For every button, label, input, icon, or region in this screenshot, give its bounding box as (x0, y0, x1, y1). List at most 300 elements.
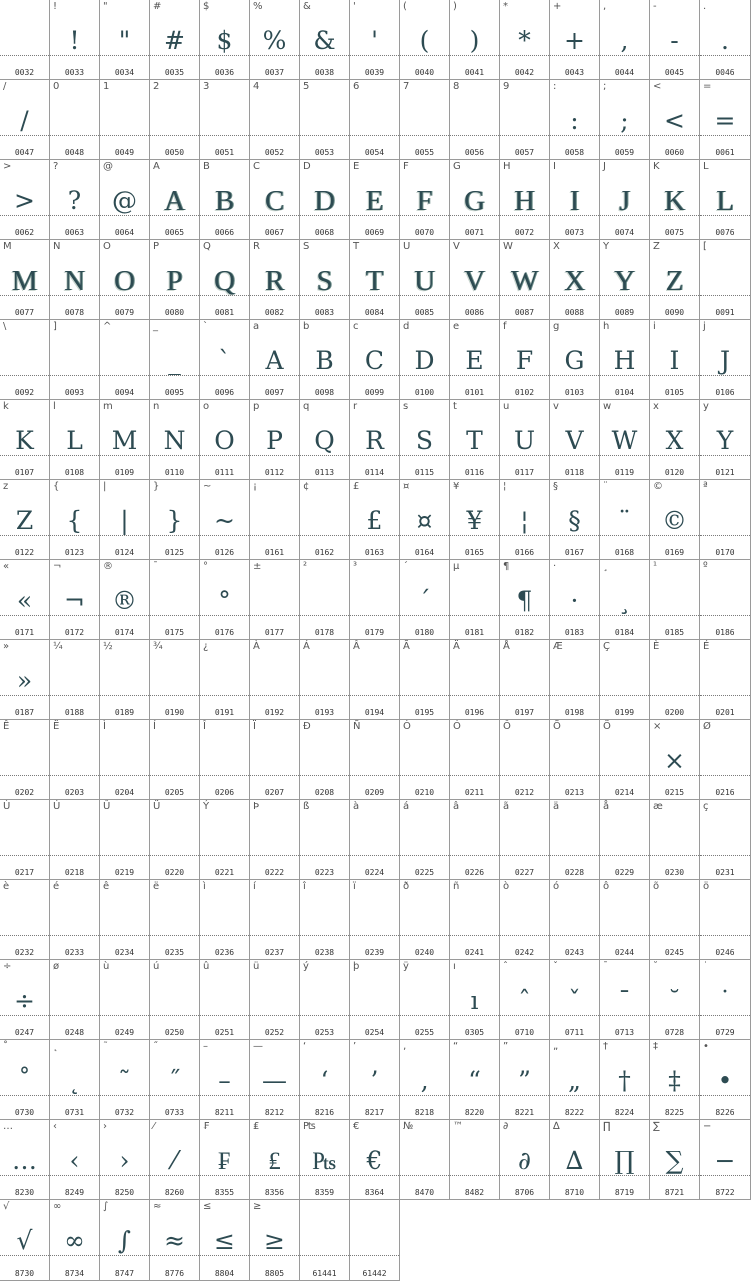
glyph-cell[interactable] (300, 1120, 350, 1200)
glyph-cell[interactable] (500, 80, 550, 160)
glyph-cell[interactable] (450, 480, 500, 560)
glyph-cell[interactable] (0, 960, 50, 1040)
glyph-cell[interactable] (650, 1040, 700, 1120)
glyph-cell[interactable] (150, 960, 200, 1040)
glyph-cell[interactable] (350, 480, 400, 560)
glyph-cell[interactable] (400, 1040, 450, 1120)
glyph-key-label: ₧ (303, 1121, 316, 1132)
glyph-cell[interactable] (700, 640, 751, 720)
glyph-cell[interactable] (50, 640, 100, 720)
glyph-key-label: 9 (503, 81, 510, 92)
glyph-cell[interactable] (650, 560, 700, 640)
glyph-cell[interactable] (250, 640, 300, 720)
glyph-cell[interactable] (400, 160, 450, 240)
glyph-cell[interactable] (500, 480, 550, 560)
glyph-cell[interactable] (500, 720, 550, 800)
glyph-preview: V (464, 265, 485, 297)
glyph-cell[interactable] (150, 80, 200, 160)
glyph-cell[interactable] (100, 240, 150, 320)
glyph-cell[interactable] (200, 1200, 250, 1281)
glyph-cell[interactable] (350, 320, 400, 400)
glyph-cell[interactable] (200, 1120, 250, 1200)
baseline-guide (650, 1015, 699, 1016)
glyph-cell[interactable] (600, 320, 650, 400)
glyph-cell[interactable] (150, 0, 200, 80)
glyph-cell[interactable] (350, 1040, 400, 1120)
glyph-cell[interactable] (650, 640, 700, 720)
glyph-cell[interactable] (350, 240, 400, 320)
glyph-cell[interactable] (550, 240, 600, 320)
glyph-cell[interactable] (700, 0, 751, 80)
glyph-key-label: g (553, 321, 560, 332)
glyph-cell[interactable] (200, 800, 250, 880)
glyph-cell[interactable] (350, 160, 400, 240)
glyph-cell[interactable] (450, 400, 500, 480)
glyph-cell[interactable] (250, 1040, 300, 1120)
glyph-cell[interactable] (150, 1120, 200, 1200)
glyph-cell[interactable] (400, 720, 450, 800)
glyph-cell[interactable] (300, 880, 350, 960)
glyph-cell[interactable] (0, 1040, 50, 1120)
glyph-cell[interactable] (450, 800, 500, 880)
glyph-cell[interactable] (200, 0, 250, 80)
glyph-cell[interactable] (450, 240, 500, 320)
glyph-cell[interactable] (400, 880, 450, 960)
glyph-preview (250, 738, 299, 784)
glyph-cell[interactable] (300, 400, 350, 480)
glyph-cell[interactable] (150, 880, 200, 960)
glyph-cell[interactable] (700, 1040, 751, 1120)
glyph-cell[interactable] (650, 1120, 700, 1200)
glyph-cell[interactable] (0, 400, 50, 480)
glyph-cell[interactable] (150, 400, 200, 480)
glyph-cell[interactable] (50, 320, 100, 400)
glyph-cell[interactable] (400, 400, 450, 480)
glyph-cell[interactable] (650, 400, 700, 480)
glyph-cell[interactable] (300, 80, 350, 160)
glyph-cell[interactable] (300, 320, 350, 400)
glyph-cell[interactable] (650, 800, 700, 880)
glyph-cell[interactable] (0, 160, 50, 240)
glyph-cell[interactable] (250, 0, 300, 80)
glyph-cell[interactable] (500, 640, 550, 720)
glyph-cell[interactable] (300, 480, 350, 560)
glyph-preview: ” (518, 1066, 531, 1095)
glyph-cell[interactable] (350, 0, 400, 80)
glyph-cell[interactable] (450, 560, 500, 640)
glyph-preview (100, 818, 149, 864)
glyph-cell[interactable] (250, 240, 300, 320)
glyph-cell[interactable] (700, 240, 751, 320)
glyph-cell[interactable] (200, 480, 250, 560)
glyph-code: 0225 (414, 868, 435, 877)
glyph-code: 0082 (264, 308, 285, 317)
glyph-preview: $ (216, 26, 233, 55)
glyph-cell[interactable] (650, 160, 700, 240)
glyph-cell[interactable] (700, 960, 751, 1040)
glyph-code: 8356 (264, 1188, 285, 1197)
glyph-cell[interactable] (150, 1040, 200, 1120)
glyph-cell[interactable] (500, 800, 550, 880)
glyph-cell[interactable] (100, 80, 150, 160)
glyph-cell[interactable] (150, 160, 200, 240)
glyph-cell[interactable] (50, 1120, 100, 1200)
glyph-key-label: ÿ (403, 961, 409, 972)
glyph-cell[interactable] (100, 640, 150, 720)
glyph-cell[interactable] (400, 80, 450, 160)
glyph-cell[interactable] (200, 720, 250, 800)
glyph-cell[interactable] (200, 960, 250, 1040)
glyph-preview (150, 578, 199, 624)
glyph-cell[interactable] (100, 800, 150, 880)
glyph-key-label: ˛ (53, 1041, 58, 1052)
baseline-guide (100, 135, 149, 136)
glyph-cell[interactable] (700, 80, 751, 160)
glyph-preview (300, 98, 349, 144)
glyph-cell[interactable] (600, 640, 650, 720)
glyph-cell[interactable] (0, 240, 50, 320)
glyph-cell[interactable] (400, 560, 450, 640)
baseline-guide (50, 455, 99, 456)
glyph-cell[interactable] (550, 160, 600, 240)
glyph-cell[interactable] (50, 240, 100, 320)
glyph-cell[interactable] (150, 640, 200, 720)
glyph-cell[interactable] (400, 240, 450, 320)
glyph-code: 0179 (364, 628, 385, 637)
glyph-cell[interactable] (200, 1040, 250, 1120)
glyph-cell[interactable] (450, 0, 500, 80)
glyph-cell[interactable] (550, 400, 600, 480)
glyph-cell[interactable] (350, 80, 400, 160)
glyph-key-label: r (353, 401, 358, 412)
glyph-cell[interactable] (350, 1120, 400, 1200)
glyph-cell[interactable] (700, 800, 751, 880)
glyph-preview: ₤ (268, 1146, 281, 1175)
glyph-preview (450, 1138, 499, 1184)
glyph-cell[interactable] (450, 640, 500, 720)
glyph-key-label: 0 (53, 81, 60, 92)
glyph-cell[interactable] (150, 1200, 200, 1281)
baseline-guide (250, 455, 299, 456)
glyph-cell[interactable] (250, 320, 300, 400)
glyph-cell[interactable] (50, 960, 100, 1040)
glyph-cell[interactable] (350, 800, 400, 880)
glyph-cell[interactable] (350, 960, 400, 1040)
baseline-guide (200, 455, 249, 456)
glyph-cell[interactable] (550, 0, 600, 80)
glyph-cell[interactable] (300, 1200, 350, 1281)
glyph-cell[interactable] (500, 1040, 550, 1120)
glyph-cell[interactable] (350, 400, 400, 480)
glyph-cell[interactable] (700, 160, 751, 240)
glyph-key-label: £ (353, 481, 360, 492)
glyph-cell[interactable] (700, 320, 751, 400)
baseline-guide (600, 615, 649, 616)
glyph-cell[interactable] (200, 240, 250, 320)
glyph-code: 8220 (464, 1108, 485, 1117)
glyph-cell[interactable] (600, 960, 650, 1040)
glyph-cell[interactable] (300, 640, 350, 720)
baseline-guide (300, 375, 349, 376)
glyph-cell[interactable] (400, 800, 450, 880)
glyph-cell[interactable] (150, 800, 200, 880)
glyph-cell[interactable] (700, 560, 751, 640)
glyph-cell[interactable] (300, 0, 350, 80)
glyph-cell[interactable] (650, 240, 700, 320)
glyph-cell[interactable] (700, 480, 751, 560)
glyph-code: 0104 (614, 388, 635, 397)
glyph-cell[interactable] (650, 720, 700, 800)
glyph-cell[interactable] (550, 480, 600, 560)
glyph-cell[interactable] (200, 640, 250, 720)
glyph-cell[interactable] (100, 400, 150, 480)
glyph-cell[interactable] (0, 560, 50, 640)
glyph-cell[interactable] (600, 880, 650, 960)
glyph-key-label: ô (603, 881, 610, 892)
glyph-cell[interactable] (500, 560, 550, 640)
baseline-guide (700, 1095, 750, 1096)
glyph-cell[interactable] (450, 960, 500, 1040)
glyph-cell[interactable] (100, 560, 150, 640)
glyph-cell[interactable] (700, 880, 751, 960)
glyph-cell[interactable] (650, 880, 700, 960)
baseline-guide (200, 215, 249, 216)
glyph-cell[interactable] (700, 720, 751, 800)
glyph-code: 0171 (14, 628, 35, 637)
glyph-cell[interactable] (400, 1120, 450, 1200)
glyph-code: 0216 (715, 788, 735, 797)
glyph-cell[interactable] (450, 160, 500, 240)
glyph-cell[interactable] (100, 0, 150, 80)
glyph-cell[interactable] (600, 560, 650, 640)
glyph-cell[interactable] (300, 1040, 350, 1120)
glyph-preview (0, 18, 49, 64)
glyph-cell[interactable] (50, 720, 100, 800)
glyph-cell[interactable] (650, 960, 700, 1040)
glyph-key-label: ¡ (253, 481, 258, 492)
glyph-code: 0245 (664, 948, 685, 957)
glyph-cell[interactable] (150, 240, 200, 320)
glyph-cell[interactable] (250, 720, 300, 800)
glyph-preview: # (164, 26, 185, 55)
glyph-cell[interactable] (350, 720, 400, 800)
glyph-cell[interactable] (0, 80, 50, 160)
glyph-key-label: I (553, 161, 556, 172)
glyph-cell[interactable] (450, 80, 500, 160)
glyph-cell[interactable] (600, 800, 650, 880)
glyph-key-label: 7 (403, 81, 410, 92)
glyph-cell[interactable] (150, 480, 200, 560)
glyph-cell[interactable] (100, 1040, 150, 1120)
glyph-cell[interactable] (0, 320, 50, 400)
glyph-cell[interactable] (400, 0, 450, 80)
glyph-cell[interactable] (550, 560, 600, 640)
glyph-cell[interactable] (600, 720, 650, 800)
glyph-cell[interactable] (600, 240, 650, 320)
glyph-cell[interactable] (250, 400, 300, 480)
glyph-cell[interactable] (500, 880, 550, 960)
glyph-cell[interactable] (500, 320, 550, 400)
glyph-cell[interactable] (250, 160, 300, 240)
glyph-cell[interactable] (600, 0, 650, 80)
glyph-cell[interactable] (200, 160, 250, 240)
glyph-cell[interactable] (550, 80, 600, 160)
glyph-cell[interactable] (0, 0, 50, 80)
glyph-cell[interactable] (50, 0, 100, 80)
glyph-cell[interactable] (350, 1200, 400, 1281)
glyph-cell[interactable] (550, 640, 600, 720)
glyph-cell[interactable] (300, 720, 350, 800)
glyph-key-label: < (653, 81, 662, 92)
glyph-cell[interactable] (300, 240, 350, 320)
glyph-cell[interactable] (650, 80, 700, 160)
glyph-key-label: ≤ (203, 1201, 212, 1212)
glyph-cell[interactable] (100, 960, 150, 1040)
glyph-cell[interactable] (300, 560, 350, 640)
glyph-cell[interactable] (350, 880, 400, 960)
glyph-cell[interactable] (550, 1040, 600, 1120)
glyph-cell[interactable] (100, 480, 150, 560)
glyph-cell[interactable] (550, 960, 600, 1040)
glyph-cell[interactable] (100, 320, 150, 400)
glyph-code: 0068 (314, 228, 335, 237)
glyph-cell[interactable] (200, 80, 250, 160)
glyph-cell[interactable] (0, 640, 50, 720)
glyph-cell[interactable] (450, 320, 500, 400)
glyph-preview (350, 978, 399, 1024)
glyph-cell[interactable] (450, 1040, 500, 1120)
glyph-cell[interactable] (500, 0, 550, 80)
glyph-cell[interactable] (250, 960, 300, 1040)
glyph-cell[interactable] (250, 480, 300, 560)
glyph-cell[interactable] (100, 160, 150, 240)
baseline-guide (50, 775, 99, 776)
glyph-cell[interactable] (500, 160, 550, 240)
glyph-cell[interactable] (350, 560, 400, 640)
baseline-guide (50, 695, 99, 696)
glyph-preview: _ (168, 346, 181, 375)
glyph-code: 0180 (414, 628, 435, 637)
glyph-cell[interactable] (350, 640, 400, 720)
glyph-cell[interactable] (550, 720, 600, 800)
glyph-cell[interactable] (650, 0, 700, 80)
glyph-cell[interactable] (450, 1120, 500, 1200)
glyph-cell[interactable] (150, 560, 200, 640)
glyph-code: 8719 (614, 1188, 635, 1197)
glyph-key-label: E (353, 161, 360, 172)
glyph-cell[interactable] (650, 480, 700, 560)
glyph-cell[interactable] (550, 800, 600, 880)
glyph-key-label: : (553, 81, 557, 92)
glyph-cell[interactable] (450, 880, 500, 960)
glyph-cell[interactable] (650, 320, 700, 400)
baseline-guide (350, 215, 399, 216)
glyph-cell[interactable] (500, 240, 550, 320)
glyph-cell[interactable] (50, 800, 100, 880)
glyph-code: 0032 (14, 68, 35, 77)
glyph-cell[interactable] (250, 1120, 300, 1200)
glyph-cell[interactable] (200, 320, 250, 400)
glyph-cell[interactable] (500, 1120, 550, 1200)
glyph-cell[interactable] (250, 80, 300, 160)
glyph-cell[interactable] (300, 800, 350, 880)
glyph-preview (200, 818, 249, 864)
glyph-cell[interactable] (100, 1120, 150, 1200)
glyph-cell[interactable] (300, 160, 350, 240)
glyph-cell[interactable] (400, 480, 450, 560)
glyph-cell[interactable] (550, 1120, 600, 1200)
glyph-cell[interactable] (600, 1040, 650, 1120)
glyph-cell[interactable] (50, 1040, 100, 1120)
glyph-cell[interactable] (250, 880, 300, 960)
glyph-key-label: Ú (53, 801, 61, 812)
glyph-cell[interactable] (200, 400, 250, 480)
glyph-cell[interactable] (600, 400, 650, 480)
baseline-guide (300, 1255, 349, 1256)
glyph-preview (0, 338, 49, 384)
glyph-code: 0174 (114, 628, 135, 637)
glyph-cell[interactable] (250, 800, 300, 880)
glyph-cell[interactable] (550, 880, 600, 960)
glyph-cell[interactable] (550, 320, 600, 400)
glyph-key-label: Ý (203, 801, 210, 812)
glyph-code: 0045 (664, 68, 685, 77)
glyph-cell[interactable] (200, 560, 250, 640)
glyph-cell[interactable] (0, 1120, 50, 1200)
glyph-cell[interactable] (400, 320, 450, 400)
glyph-cell[interactable] (600, 480, 650, 560)
glyph-cell[interactable] (400, 640, 450, 720)
glyph-cell[interactable] (0, 880, 50, 960)
glyph-cell[interactable] (600, 160, 650, 240)
glyph-cell[interactable] (700, 1120, 751, 1200)
glyph-cell[interactable] (100, 880, 150, 960)
glyph-code: 0105 (664, 388, 685, 397)
glyph-cell[interactable] (50, 880, 100, 960)
glyph-cell[interactable] (500, 960, 550, 1040)
baseline-guide (400, 535, 449, 536)
glyph-cell[interactable] (50, 400, 100, 480)
glyph-key-label: v (553, 401, 559, 412)
glyph-cell[interactable] (150, 720, 200, 800)
glyph-cell[interactable] (0, 480, 50, 560)
glyph-cell[interactable] (0, 720, 50, 800)
glyph-key-label: … (3, 1121, 13, 1132)
glyph-cell[interactable] (150, 320, 200, 400)
glyph-cell[interactable] (700, 400, 751, 480)
glyph-cell[interactable] (600, 1120, 650, 1200)
glyph-cell[interactable] (600, 80, 650, 160)
glyph-cell[interactable] (50, 1200, 100, 1281)
glyph-preview (300, 738, 349, 784)
glyph-cell[interactable] (400, 960, 450, 1040)
glyph-cell[interactable] (0, 1200, 50, 1281)
glyph-cell[interactable] (500, 400, 550, 480)
glyph-cell[interactable] (50, 160, 100, 240)
glyph-cell[interactable] (250, 1200, 300, 1281)
glyph-cell[interactable] (50, 80, 100, 160)
glyph-cell[interactable] (300, 960, 350, 1040)
glyph-cell[interactable] (50, 560, 100, 640)
glyph-cell[interactable] (450, 720, 500, 800)
glyph-cell[interactable] (100, 1200, 150, 1281)
glyph-cell[interactable] (200, 880, 250, 960)
glyph-cell[interactable] (100, 720, 150, 800)
glyph-cell[interactable] (250, 560, 300, 640)
glyph-key-label: Í (153, 721, 156, 732)
glyph-cell[interactable] (0, 800, 50, 880)
glyph-cell[interactable] (50, 480, 100, 560)
